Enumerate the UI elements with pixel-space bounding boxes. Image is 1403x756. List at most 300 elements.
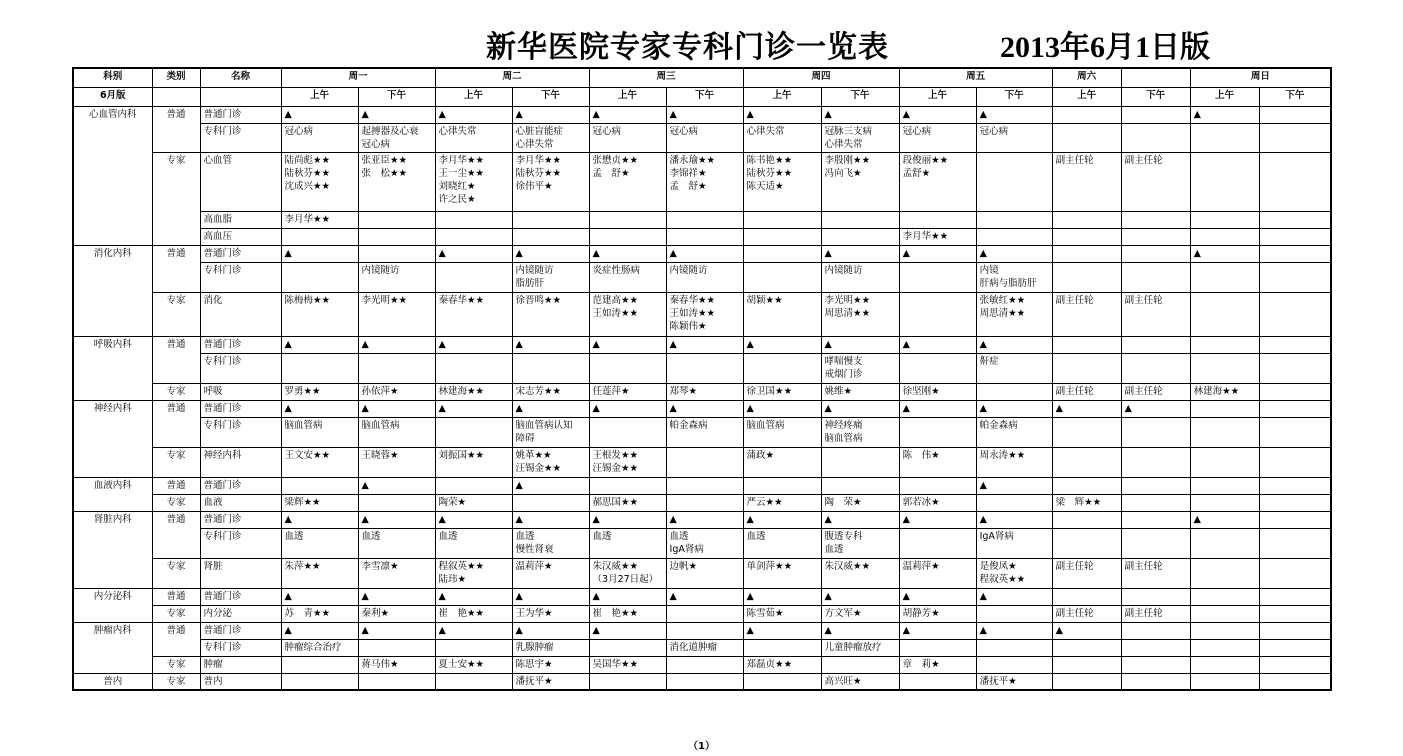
header-day: 周一	[281, 68, 435, 87]
schedule-cell: 副主任轮	[1052, 292, 1121, 336]
header-day: 周五	[899, 68, 1052, 87]
schedule-cell	[899, 673, 976, 690]
schedule-cell	[1052, 417, 1121, 447]
schedule-cell: ▲	[743, 400, 821, 417]
schedule-cell: ▲	[435, 400, 512, 417]
schedule-cell	[1259, 528, 1331, 558]
schedule-cell: 张敏红★★ 周思清★★	[976, 292, 1052, 336]
schedule-cell: 刘振国★★	[435, 447, 512, 477]
table-row	[73, 673, 1331, 690]
schedule-cell	[1121, 336, 1190, 353]
schedule-cell: 段俊丽★★ 孟舒★	[899, 152, 976, 211]
header-day-blank	[1121, 68, 1190, 87]
table-row	[73, 262, 1331, 292]
schedule-cell: 李月华★★	[281, 211, 358, 228]
dept-cell: 神经内科	[73, 400, 152, 477]
clinic-name-cell: 专科门诊	[200, 353, 281, 383]
schedule-cell: ▲	[743, 336, 821, 353]
schedule-cell	[743, 228, 821, 245]
schedule-cell	[666, 605, 743, 622]
schedule-cell: 陶荣★	[435, 494, 512, 511]
schedule-cell	[281, 228, 358, 245]
schedule-cell	[435, 673, 512, 690]
dept-cell: 普内	[73, 673, 152, 690]
schedule-cell: 潘抚平★	[976, 673, 1052, 690]
schedule-cell	[1190, 123, 1259, 152]
schedule-cell	[1259, 245, 1331, 262]
schedule-cell	[899, 417, 976, 447]
schedule-cell	[1121, 447, 1190, 477]
edition-date: 2013年6月1日版	[1000, 31, 1210, 64]
schedule-cell	[976, 656, 1052, 673]
schedule-cell: 血透 慢性肾衰	[512, 528, 589, 558]
schedule-cell: 李殷刚★★ 冯向飞★	[821, 152, 899, 211]
schedule-cell	[1259, 353, 1331, 383]
schedule-cell: ▲	[976, 336, 1052, 353]
schedule-cell: 程叙英★★ 陆玮★	[435, 558, 512, 588]
schedule-cell: ▲	[358, 106, 435, 123]
schedule-cell: ▲	[589, 588, 666, 605]
schedule-cell: 副主任轮	[1052, 383, 1121, 400]
schedule-cell: ▲	[1052, 622, 1121, 639]
schedule-cell: ▲	[666, 511, 743, 528]
schedule-cell	[1190, 477, 1259, 494]
schedule-cell: 帕金森病	[666, 417, 743, 447]
schedule-cell: 心律失常	[743, 123, 821, 152]
schedule-cell: 心脏盲能症 心律失常	[512, 123, 589, 152]
schedule-cell: 副主任轮	[1052, 152, 1121, 211]
schedule-cell	[1052, 211, 1121, 228]
category-cell: 专家	[152, 656, 200, 673]
schedule-cell: 朱汉威★★	[821, 558, 899, 588]
clinic-name-cell: 普通门诊	[200, 106, 281, 123]
schedule-cell	[1052, 353, 1121, 383]
schedule-cell: 胡颖★★	[743, 292, 821, 336]
schedule-cell	[1052, 262, 1121, 292]
schedule-cell	[1052, 588, 1121, 605]
schedule-cell: 李月华★★ 王一尘★★ 刘晓红★ 许之民★	[435, 152, 512, 211]
schedule-cell: ▲	[358, 400, 435, 417]
schedule-cell: 姚维★	[821, 383, 899, 400]
schedule-cell	[1190, 588, 1259, 605]
schedule-cell	[821, 656, 899, 673]
schedule-cell: ▲	[358, 336, 435, 353]
table-row	[73, 656, 1331, 673]
header-pm: 下午	[358, 87, 435, 106]
schedule-cell	[512, 228, 589, 245]
schedule-cell: 孙依萍★	[358, 383, 435, 400]
schedule-cell	[821, 447, 899, 477]
schedule-cell: 崔 艳★★	[589, 605, 666, 622]
schedule-cell	[1121, 106, 1190, 123]
header-pm: 下午	[666, 87, 743, 106]
schedule-cell: ▲	[281, 245, 358, 262]
schedule-cell: ▲	[512, 477, 589, 494]
schedule-cell	[589, 673, 666, 690]
schedule-cell: ▲	[666, 400, 743, 417]
schedule-cell: ▲	[435, 588, 512, 605]
schedule-cell	[743, 245, 821, 262]
header-day: 周六	[1052, 68, 1121, 87]
schedule-cell	[1259, 605, 1331, 622]
schedule-cell	[1190, 558, 1259, 588]
schedule-cell	[512, 353, 589, 383]
schedule-cell	[743, 211, 821, 228]
schedule-cell: ▲	[512, 336, 589, 353]
schedule-cell	[1121, 353, 1190, 383]
table-row	[73, 292, 1331, 336]
dept-cell: 肾脏内科	[73, 511, 152, 588]
schedule-cell	[1190, 494, 1259, 511]
schedule-cell: ▲	[358, 511, 435, 528]
schedule-cell: 胡静芳★	[899, 605, 976, 622]
schedule-cell: ▲	[589, 511, 666, 528]
schedule-cell: ▲	[512, 106, 589, 123]
header-am: 上午	[281, 87, 358, 106]
clinic-name-cell: 消化	[200, 292, 281, 336]
schedule-cell	[1190, 262, 1259, 292]
schedule-cell: ▲	[976, 511, 1052, 528]
clinic-name-cell: 普通门诊	[200, 588, 281, 605]
schedule-cell	[1121, 656, 1190, 673]
schedule-cell: ▲	[435, 336, 512, 353]
schedule-cell	[666, 353, 743, 383]
schedule-cell: ▲	[743, 511, 821, 528]
schedule-cell	[358, 639, 435, 656]
schedule-cell	[1052, 106, 1121, 123]
category-cell: 普通	[152, 622, 200, 656]
schedule-cell: 血透	[435, 528, 512, 558]
clinic-name-cell: 呼吸	[200, 383, 281, 400]
schedule-cell	[358, 673, 435, 690]
schedule-cell	[589, 417, 666, 447]
schedule-cell	[1259, 262, 1331, 292]
header-am: 上午	[1052, 87, 1121, 106]
schedule-cell	[1190, 639, 1259, 656]
schedule-cell	[666, 477, 743, 494]
category-cell: 普通	[152, 477, 200, 494]
header-blank	[152, 87, 200, 106]
schedule-cell: 脑血管病	[281, 417, 358, 447]
schedule-cell	[1259, 588, 1331, 605]
schedule-cell: ▲	[281, 511, 358, 528]
schedule-cell: ▲	[281, 588, 358, 605]
table-row	[73, 639, 1331, 656]
clinic-name-cell: 普通门诊	[200, 511, 281, 528]
schedule-cell: 内镜随访	[666, 262, 743, 292]
schedule-cell: 徐晋鸣★★	[512, 292, 589, 336]
schedule-cell: ▲	[899, 245, 976, 262]
schedule-cell	[1259, 656, 1331, 673]
header-pm: 下午	[976, 87, 1052, 106]
dept-cell: 血液内科	[73, 477, 152, 511]
schedule-cell	[1121, 262, 1190, 292]
schedule-cell: ▲	[666, 588, 743, 605]
schedule-cell: 副主任轮	[1121, 605, 1190, 622]
schedule-cell: ▲	[281, 400, 358, 417]
schedule-cell: 陈梅梅★★	[281, 292, 358, 336]
clinic-name-cell: 高血脂	[200, 211, 281, 228]
schedule-cell: 单剑萍★★	[743, 558, 821, 588]
schedule-cell: 郭若冰★	[899, 494, 976, 511]
schedule-cell: 肿瘤综合治疗	[281, 639, 358, 656]
schedule-cell: 秦春华★★ 王如涛★★ 陈颖伟★	[666, 292, 743, 336]
page-number: （1）	[688, 741, 715, 752]
schedule-cell: 血透	[281, 528, 358, 558]
schedule-cell: 郝思国★★	[589, 494, 666, 511]
schedule-cell: 副主任轮	[1121, 292, 1190, 336]
header-pm: 下午	[512, 87, 589, 106]
schedule-cell	[1190, 400, 1259, 417]
table-row	[73, 228, 1331, 245]
schedule-cell: ▲	[821, 245, 899, 262]
schedule-cell: 王晓蓉★	[358, 447, 435, 477]
schedule-cell: 梁 辉★★	[1052, 494, 1121, 511]
schedule-cell: ▲	[666, 245, 743, 262]
schedule-cell: ▲	[589, 106, 666, 123]
schedule-cell: 潘永瑜★★ 李锦祥★ 孟 舒★	[666, 152, 743, 211]
schedule-cell: 副主任轮	[1121, 152, 1190, 211]
schedule-cell: ▲	[821, 336, 899, 353]
schedule-cell: 温莉萍★	[512, 558, 589, 588]
category-cell: 专家	[152, 494, 200, 511]
schedule-cell	[1259, 106, 1331, 123]
table-row	[73, 400, 1331, 417]
dept-cell: 消化内科	[73, 245, 152, 336]
header-day: 周四	[743, 68, 899, 87]
schedule-cell	[358, 353, 435, 383]
schedule-cell	[1052, 477, 1121, 494]
schedule-cell	[666, 447, 743, 477]
schedule-cell	[666, 673, 743, 690]
schedule-cell: 潘抚平★	[512, 673, 589, 690]
schedule-cell: 崔 艳★★	[435, 605, 512, 622]
schedule-cell	[976, 228, 1052, 245]
schedule-cell: ▲	[512, 588, 589, 605]
schedule-cell	[1052, 656, 1121, 673]
clinic-name-cell: 专科门诊	[200, 639, 281, 656]
schedule-cell: 李雪凛★	[358, 558, 435, 588]
schedule-cell: ▲	[512, 622, 589, 639]
schedule-cell	[1259, 477, 1331, 494]
schedule-cell	[666, 228, 743, 245]
clinic-name-cell: 肿瘤	[200, 656, 281, 673]
schedule-cell: ▲	[1190, 245, 1259, 262]
schedule-cell: 徐坚刚★	[899, 383, 976, 400]
schedule-cell	[1052, 511, 1121, 528]
schedule-cell: 冠脉三支病 心律失常	[821, 123, 899, 152]
schedule-cell	[899, 292, 976, 336]
schedule-cell	[589, 211, 666, 228]
schedule-cell	[1259, 228, 1331, 245]
schedule-cell: ▲	[1121, 400, 1190, 417]
schedule-cell	[1259, 417, 1331, 447]
header-pm: 下午	[1121, 87, 1190, 106]
schedule-cell	[1259, 639, 1331, 656]
schedule-cell	[743, 477, 821, 494]
schedule-cell: ▲	[358, 588, 435, 605]
category-cell: 普通	[152, 245, 200, 292]
schedule-cell	[821, 477, 899, 494]
schedule-cell: ▲	[281, 336, 358, 353]
schedule-cell: ▲	[821, 622, 899, 639]
page-title: 新华医院专家专科门诊一览表	[486, 30, 889, 65]
schedule-cell	[666, 494, 743, 511]
dept-cell: 呼吸内科	[73, 336, 152, 400]
schedule-cell	[1259, 558, 1331, 588]
schedule-cell	[512, 494, 589, 511]
schedule-cell	[435, 353, 512, 383]
schedule-cell: 严云★★	[743, 494, 821, 511]
schedule-cell: 高兴旺★	[821, 673, 899, 690]
schedule-cell	[1190, 622, 1259, 639]
header-am: 上午	[1190, 87, 1259, 106]
schedule-cell	[821, 228, 899, 245]
schedule-cell: 李月华★★	[899, 228, 976, 245]
header-row-halves	[73, 87, 1331, 106]
schedule-cell	[1190, 353, 1259, 383]
category-cell: 专家	[152, 152, 200, 245]
schedule-cell: 乳腺肿瘤	[512, 639, 589, 656]
schedule-cell	[1121, 123, 1190, 152]
schedule-cell: ▲	[435, 245, 512, 262]
schedule-cell	[1052, 336, 1121, 353]
schedule-cell	[281, 656, 358, 673]
schedule-cell: 王根发★★ 汪锡金★★	[589, 447, 666, 477]
schedule-cell	[1052, 673, 1121, 690]
schedule-cell: 温莉萍★	[899, 558, 976, 588]
schedule-cell: ▲	[743, 588, 821, 605]
schedule-cell: 帕金森病	[976, 417, 1052, 447]
schedule-cell	[1121, 211, 1190, 228]
schedule-cell: 苏 青★★	[281, 605, 358, 622]
schedule-cell: 秦春华★★	[435, 292, 512, 336]
category-cell: 专家	[152, 292, 200, 336]
schedule-cell	[435, 477, 512, 494]
table-row	[73, 336, 1331, 353]
schedule-cell: 张亚臣★★ 张 松★★	[358, 152, 435, 211]
schedule-cell: 李光明★★ 周思清★★	[821, 292, 899, 336]
schedule-cell	[1052, 639, 1121, 656]
table-row	[73, 353, 1331, 383]
schedule-cell: ▲	[743, 622, 821, 639]
schedule-cell	[1259, 336, 1331, 353]
table-row	[73, 588, 1331, 605]
schedule-cell: 副主任轮	[1121, 383, 1190, 400]
schedule-cell	[1190, 292, 1259, 336]
schedule-cell: 儿童肿瘤放疗	[821, 639, 899, 656]
schedule-cell: 腹透专科 血透	[821, 528, 899, 558]
schedule-cell	[1121, 673, 1190, 690]
schedule-cell: ▲	[1190, 511, 1259, 528]
table-row	[73, 417, 1331, 447]
table-row	[73, 245, 1331, 262]
schedule-cell: 林建海★★	[435, 383, 512, 400]
schedule-cell: ▲	[589, 400, 666, 417]
table-row	[73, 528, 1331, 558]
table-row	[73, 494, 1331, 511]
schedule-cell: 内镜随访	[821, 262, 899, 292]
header-category: 类别	[152, 68, 200, 87]
schedule-cell: 朱汉威★★ （3月27日起）	[589, 558, 666, 588]
schedule-cell: 冠心病	[666, 123, 743, 152]
schedule-cell: 鼾症	[976, 353, 1052, 383]
table-row	[73, 383, 1331, 400]
schedule-cell	[1121, 528, 1190, 558]
header-am: 上午	[589, 87, 666, 106]
schedule-cell: ▲	[281, 106, 358, 123]
schedule-cell	[358, 245, 435, 262]
schedule-cell: ▲	[666, 106, 743, 123]
category-cell: 普通	[152, 588, 200, 605]
schedule-cell	[1190, 228, 1259, 245]
clinic-name-cell: 普通门诊	[200, 622, 281, 639]
schedule-cell	[1190, 211, 1259, 228]
schedule-cell: ▲	[589, 622, 666, 639]
table-row	[73, 622, 1331, 639]
table-row	[73, 605, 1331, 622]
schedule-cell: ▲	[1190, 106, 1259, 123]
schedule-cell: ▲	[976, 400, 1052, 417]
schedule-cell	[976, 605, 1052, 622]
table-row	[73, 211, 1331, 228]
schedule-cell: 方文军★	[821, 605, 899, 622]
table-row	[73, 123, 1331, 152]
schedule-cell	[899, 639, 976, 656]
clinic-name-cell: 高血压	[200, 228, 281, 245]
schedule-cell: 林建海★★	[1190, 383, 1259, 400]
table-row	[73, 511, 1331, 528]
schedule-cell	[1121, 622, 1190, 639]
schedule-cell: ▲	[899, 400, 976, 417]
schedule-cell	[589, 353, 666, 383]
schedule-body	[73, 106, 1331, 690]
header-day: 周二	[435, 68, 589, 87]
category-cell: 普通	[152, 511, 200, 558]
schedule-cell	[281, 673, 358, 690]
schedule-cell	[1121, 639, 1190, 656]
schedule-cell: ▲	[743, 106, 821, 123]
schedule-cell: 神经疼痛 脑血管病	[821, 417, 899, 447]
schedule-cell: 心律失常	[435, 123, 512, 152]
header-dept: 科别	[73, 68, 152, 87]
schedule-cell: 秦利★	[358, 605, 435, 622]
table-row	[73, 447, 1331, 477]
schedule-cell	[1052, 528, 1121, 558]
schedule-cell: 起搏器及心衰 冠心病	[358, 123, 435, 152]
category-cell: 专家	[152, 558, 200, 588]
clinic-name-cell: 心血管	[200, 152, 281, 211]
schedule-cell	[821, 211, 899, 228]
schedule-cell	[435, 417, 512, 447]
schedule-cell	[1121, 417, 1190, 447]
schedule-cell: ▲	[821, 588, 899, 605]
schedule-cell	[1190, 673, 1259, 690]
header-month: 6月版	[73, 87, 152, 106]
clinic-name-cell: 专科门诊	[200, 417, 281, 447]
clinic-name-cell: 普通门诊	[200, 400, 281, 417]
schedule-cell: ▲	[435, 511, 512, 528]
schedule-cell	[899, 353, 976, 383]
schedule-cell	[1190, 417, 1259, 447]
schedule-cell: 副主任轮	[1052, 605, 1121, 622]
schedule-cell: ▲	[358, 622, 435, 639]
schedule-cell	[435, 262, 512, 292]
schedule-cell: 脑血管病认知 障碍	[512, 417, 589, 447]
schedule-cell: ▲	[512, 245, 589, 262]
schedule-cell: ▲	[435, 622, 512, 639]
schedule-cell: ▲	[899, 511, 976, 528]
